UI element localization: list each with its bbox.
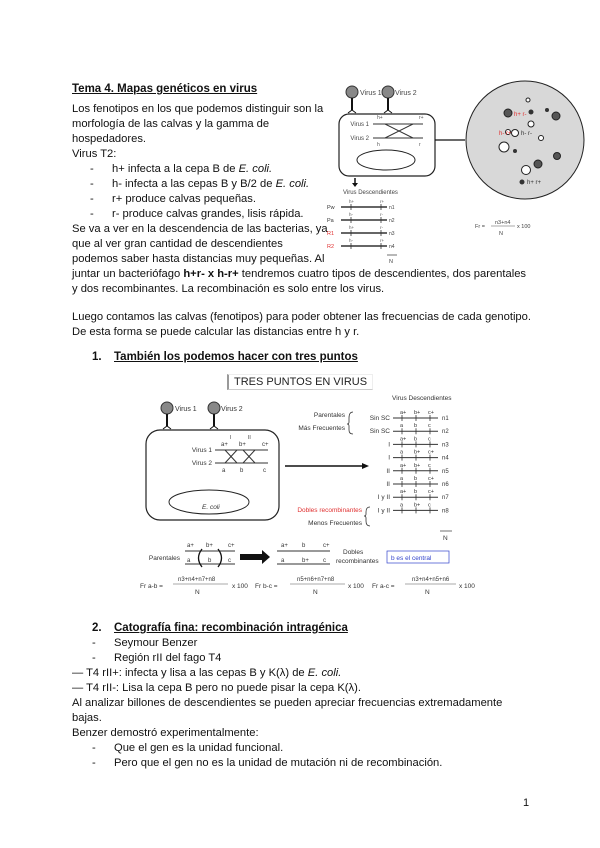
allele-label: a — [400, 476, 404, 482]
row-tag: I y II — [377, 494, 390, 502]
bullet-item: - Que el gen es la unidad funcional. — [92, 742, 284, 754]
allele-label: b+ — [414, 462, 421, 469]
svg-text:Fr a-c =: Fr a-c = — [372, 583, 395, 590]
group-dobles-label: Dobles recombinantes — [297, 507, 362, 514]
page-number: 1 — [523, 797, 530, 809]
allele-label: a — [400, 502, 404, 509]
formula-fr-ac — [372, 577, 475, 596]
bullet-item: - Seymour Benzer — [92, 637, 198, 649]
descendants-label: Virus Descendientes — [343, 190, 398, 196]
svg-text:a: a — [187, 558, 191, 564]
paragraph-line: juntar un bacteriófago h+r- x h-r+ tendremos cuatro tipos de descendientes, dos parentales — [72, 268, 527, 280]
allele-label: b+ — [414, 502, 421, 509]
descendant-row — [378, 502, 450, 514]
svg-text:Fr =: Fr = — [475, 224, 485, 230]
total-n-label: N — [389, 259, 393, 265]
bullet-item: - h- infecta a las cepas B y B/2 de E. coli. — [90, 178, 310, 190]
allele-label: c — [428, 436, 431, 443]
descendant-row — [388, 450, 449, 462]
svg-text:x 100: x 100 — [459, 583, 475, 590]
allele-label: a+ — [400, 462, 407, 469]
paragraph-line: Se va a ver en la descendencia de las bacterias, ya — [72, 223, 328, 235]
svg-text:b+: b+ — [239, 442, 246, 448]
bullet-item: - r- produce calvas grandes, lisis rápida. — [90, 208, 304, 220]
row-count: n2 — [389, 218, 395, 224]
svg-text:r-: r- — [380, 212, 383, 217]
svg-text:II: II — [248, 435, 251, 441]
svg-text:h-: h- — [349, 238, 354, 243]
svg-text:c: c — [323, 558, 326, 564]
allele-label: b+ — [414, 449, 421, 456]
descendant-row — [327, 212, 395, 224]
phage-icon — [161, 402, 173, 429]
descendant-row — [370, 423, 450, 435]
svg-text:c+: c+ — [228, 543, 235, 549]
row-tag: II — [386, 467, 390, 475]
row-count: n1 — [442, 416, 449, 422]
descendant-row — [386, 476, 449, 488]
svg-text:c+: c+ — [323, 543, 330, 549]
bullet-item: - h+ infecta a la cepa B de E. coli. — [90, 163, 273, 175]
svg-text:c+: c+ — [262, 442, 269, 448]
bullet-item: - Pero que el gen no es la unidad de mutación ni de recombinación. — [92, 757, 443, 769]
row-tag: I — [388, 454, 390, 462]
document-title: Tema 4. Mapas genéticos en virus — [72, 83, 258, 95]
chromosome-1-label: Virus 1 — [350, 122, 369, 128]
svg-text:b: b — [208, 558, 212, 564]
row-count: n3 — [389, 231, 395, 237]
row-count: n7 — [442, 495, 449, 502]
row-count: n4 — [442, 455, 449, 462]
paragraph-line: Al analizar billones de descendientes se pueden apreciar frecuencias extremadamente — [72, 697, 503, 709]
allele-label: c — [428, 423, 431, 430]
allele-label: a — [400, 423, 404, 430]
group-frecuentes-label: Más Frecuentes — [298, 425, 345, 432]
svg-text:a+: a+ — [187, 543, 194, 549]
paragraph-line: podemos saber hasta distancias muy pequeñas. Al — [72, 253, 325, 265]
svg-text:h+: h+ — [377, 115, 383, 121]
plaque-label: h- r- — [521, 131, 532, 137]
allele-label: c+ — [428, 489, 434, 496]
svg-text:h+: h+ — [349, 225, 355, 230]
svg-text:N: N — [499, 231, 503, 237]
paragraph-line: Luego contamos las calvas (fenotipos) para poder obtener las frecuencias de cada genotipo. — [72, 311, 531, 323]
row-count: n4 — [389, 244, 395, 250]
allele-label: b+ — [414, 410, 421, 416]
row-count: n3 — [442, 442, 449, 449]
allele-label: c+ — [428, 410, 434, 416]
plaque-label: h+ r- — [514, 112, 527, 118]
descendant-row — [327, 199, 395, 211]
allele-label: c+ — [428, 449, 434, 456]
recombination-frequency-formula — [475, 220, 530, 237]
svg-text:a: a — [281, 558, 285, 564]
svg-text:n5+n6+n7+n8: n5+n6+n7+n8 — [297, 577, 335, 583]
row-count: n1 — [389, 205, 395, 211]
small-parentales-label: Parentales — [148, 555, 180, 562]
svg-text:n3+n4: n3+n4 — [495, 220, 511, 226]
paragraph-line: que al ver gran cantidad de descendientes — [72, 238, 283, 250]
phage-icon — [346, 86, 358, 113]
section-1-heading: 1. También los podemos hacer con tres puntos — [92, 351, 358, 363]
plaque-label: h+ r+ — [527, 180, 542, 186]
row-tag: Sin SC — [369, 415, 390, 422]
allele-label: b — [414, 476, 418, 482]
svg-text:Fr a-b =: Fr a-b = — [140, 583, 163, 590]
svg-text:b+: b+ — [206, 543, 213, 549]
group-parentales-label: Parentales — [313, 412, 345, 419]
svg-text:r-: r- — [380, 225, 383, 230]
paragraph-line: y dos recombinantes. La recombinación es solo entre los virus. — [72, 283, 385, 295]
virus-2-label: Virus 2 — [221, 406, 243, 413]
descendant-row — [327, 225, 395, 237]
row-tag: I — [388, 441, 390, 449]
row-tag: Sin SC — [369, 428, 390, 436]
allele-label: c — [428, 502, 431, 509]
total-n-label: N — [443, 535, 448, 542]
figure-two-point-cross — [325, 78, 590, 268]
paragraph-line: De esta forma se puede calcular las distancias entre h y r. — [72, 326, 360, 338]
svg-text:b: b — [240, 468, 244, 474]
allele-label: c — [428, 462, 431, 469]
svg-text:x 100: x 100 — [517, 224, 531, 230]
svg-text:x 100: x 100 — [348, 583, 364, 590]
figure-title: TRES PUNTOS EN VIRUS — [227, 374, 373, 390]
phage-icon — [382, 86, 394, 113]
row-count: n2 — [442, 429, 449, 436]
chromosome-1-label: Virus 1 — [191, 447, 212, 454]
svg-text:a+: a+ — [281, 543, 288, 549]
allele-label: b — [414, 436, 418, 443]
svg-text:h-: h- — [349, 212, 354, 217]
descendant-row — [378, 489, 450, 501]
virus-1-label: Virus 1 — [175, 406, 197, 413]
svg-text:N: N — [195, 589, 200, 596]
svg-text:h: h — [377, 142, 380, 148]
phage-icon — [208, 402, 220, 429]
svg-text:n3+n4+n7+n8: n3+n4+n7+n8 — [178, 577, 216, 583]
intro-line: Los fenotipos en los que podemos distinguir son la — [72, 103, 324, 115]
svg-text:r+: r+ — [419, 115, 424, 121]
paragraph-line: — T4 rII+: infecta y lisa a las cepas B y K(λ) de E. coli. — [72, 667, 342, 679]
allele-label: b — [414, 489, 418, 496]
plaque-label: h- r+ — [499, 131, 512, 137]
paragraph-line: Benzer demostró experimentalmente: — [72, 727, 259, 739]
virus-t2-label: Virus T2: — [72, 148, 117, 160]
chromosome-2-label: Virus 2 — [191, 460, 212, 467]
row-label: R1 — [327, 231, 335, 237]
section-2-heading: 2. Catografía fina: recombinación intragénica — [92, 622, 348, 634]
bullet-item: - Región rII del fago T4 — [92, 652, 222, 664]
formula-fr-bc — [255, 577, 364, 596]
svg-text:c: c — [228, 558, 231, 564]
result-arrow — [240, 550, 270, 564]
row-label: Pw — [327, 205, 335, 211]
svg-text:N: N — [425, 589, 430, 596]
row-count: n8 — [442, 508, 449, 515]
virus-2-label: Virus 2 — [395, 90, 417, 97]
svg-text:b: b — [302, 543, 306, 549]
descendant-row — [370, 410, 450, 422]
svg-text:a: a — [222, 468, 226, 474]
petri-plate — [466, 81, 584, 199]
virus-1-label: Virus 1 — [360, 90, 382, 97]
svg-text:r+: r+ — [380, 238, 385, 243]
svg-text:n3+n4+n5+n6: n3+n4+n5+n6 — [412, 577, 450, 583]
row-count: n6 — [442, 482, 449, 488]
svg-text:N: N — [313, 589, 318, 596]
svg-text:recombinantes: recombinantes — [336, 558, 379, 565]
row-count: n5 — [442, 468, 449, 475]
bullet-item: - r+ produce calvas pequeñas. — [90, 193, 256, 205]
descendant-row — [327, 238, 395, 250]
allele-label: a+ — [400, 489, 407, 496]
host-label: E. coli — [202, 504, 220, 511]
paragraph-line: bajas. — [72, 712, 102, 724]
allele-label: a — [400, 449, 404, 456]
svg-text:h+: h+ — [349, 199, 355, 204]
formula-fr-ab — [140, 577, 248, 596]
figure-three-point-cross — [140, 388, 480, 603]
allele-label: c+ — [428, 476, 434, 482]
descendant-row — [386, 463, 449, 475]
allele-label: a+ — [400, 436, 407, 443]
descendant-row — [388, 436, 449, 448]
row-tag: II — [386, 481, 390, 488]
row-label: Pa — [327, 218, 334, 224]
svg-text:Fr b-c =: Fr b-c = — [255, 583, 278, 590]
svg-text:r: r — [419, 142, 421, 148]
chromosome-2-label: Virus 2 — [350, 136, 369, 142]
allele-label: a+ — [400, 410, 407, 416]
row-label: R2 — [327, 244, 335, 250]
descendants-label: Virus Descendientes — [392, 395, 452, 402]
intro-line: morfología de las calvas y la gamma de — [72, 118, 270, 130]
note-text: b es el central — [391, 555, 432, 562]
svg-text:r+: r+ — [380, 199, 385, 204]
paragraph-line: — T4 rII-: Lisa la cepa B pero no puede pisar la cepa K(λ). — [72, 682, 361, 694]
row-tag: I y II — [377, 507, 390, 515]
svg-text:c: c — [263, 468, 266, 474]
allele-label: b — [414, 423, 418, 430]
svg-text:a+: a+ — [221, 442, 228, 448]
svg-text:Dobles: Dobles — [343, 549, 364, 556]
group-menos-label: Menos Frecuentes — [308, 520, 362, 527]
intro-line: hospedadores. — [72, 133, 147, 145]
svg-text:b+: b+ — [302, 558, 309, 564]
svg-text:x 100: x 100 — [232, 583, 248, 590]
svg-text:I: I — [230, 435, 232, 441]
